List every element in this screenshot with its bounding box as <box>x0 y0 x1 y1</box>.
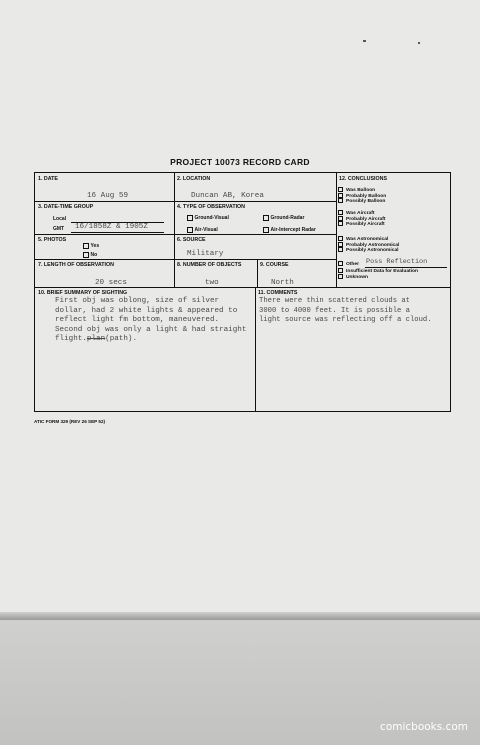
length-value: 20 secs <box>95 279 127 287</box>
comments-line: There were thin scattered clouds at <box>259 297 410 305</box>
photos-yes-option: Yes <box>83 243 99 249</box>
ground-visual-option: Ground-Visual <box>187 215 229 221</box>
conclusions-label: 12. CONCLUSIONS <box>339 176 387 182</box>
course-value: North <box>271 279 294 287</box>
checkbox-icon <box>338 274 343 279</box>
date-label: 1. DATE <box>38 176 58 182</box>
form-number: ATIC FORM 329 (REV 26 SEP 52) <box>34 419 106 424</box>
comments-line: 3000 to 4000 feet. It is possible a <box>259 306 410 315</box>
checkbox-icon <box>338 193 343 198</box>
conclusion-item: Probably Aircraft <box>338 216 386 222</box>
checkbox-icon <box>83 243 89 249</box>
comments-line: light source was reflecting off a cloud. <box>259 316 432 324</box>
speck <box>418 42 420 44</box>
conclusion-item: Possibly Aircraft <box>338 221 385 227</box>
location-value: Duncan AB, Korea <box>191 192 264 200</box>
source-label: 6. SOURCE <box>177 237 206 243</box>
checkbox-icon <box>187 227 193 233</box>
comments-label: 11. COMMENTS <box>258 290 298 296</box>
conclusion-insufficient: Insufficient Data for Evaluation <box>338 268 418 274</box>
summary-line: Second obj was only a light & had straight <box>55 325 247 334</box>
checkbox-icon <box>338 187 343 192</box>
summary-text <box>55 297 246 345</box>
conclusion-item: Possibly Balloon <box>338 198 385 204</box>
conclusion-item: Was Balloon <box>338 187 375 193</box>
checkbox-icon <box>187 215 193 221</box>
checkbox-icon <box>338 236 343 241</box>
record-card <box>34 172 451 412</box>
summary-line-last: flight.plan(path). <box>55 335 138 343</box>
checkbox-icon <box>338 216 343 221</box>
num-objects-label: 8. NUMBER OF OBJECTS <box>177 262 242 268</box>
checkbox-icon <box>338 198 343 203</box>
date-value: 16 Aug 59 <box>87 192 129 200</box>
air-intercept-option: Air-Intercept Radar <box>263 227 316 233</box>
summary-line: First obj was oblong, size of silver <box>55 297 220 305</box>
dtg-local-label: Local <box>53 216 67 222</box>
conclusion-other: Other <box>338 261 359 267</box>
summary-line: reflect light fm bottom, maneuvered. <box>55 316 220 324</box>
struck-word: plan <box>86 335 106 343</box>
speck <box>363 40 366 42</box>
dtg-gmt-value: 16/1858Z & 1905Z <box>75 223 148 231</box>
checkbox-icon <box>338 261 343 266</box>
conclusion-item: Was Astronomical <box>338 236 388 242</box>
checkbox-icon <box>338 268 343 273</box>
length-label: 7. LENGTH OF OBSERVATION <box>38 262 114 268</box>
photos-no-option: No <box>83 252 97 258</box>
air-visual-option: Air-Visual <box>187 227 218 233</box>
page-edge <box>0 612 480 620</box>
checkbox-icon <box>338 210 343 215</box>
comments-text <box>259 297 432 326</box>
type-obs-label: 4. TYPE OF OBSERVATION <box>177 204 245 210</box>
checkbox-icon <box>338 221 343 226</box>
checkbox-icon <box>83 252 89 258</box>
course-label: 9. COURSE <box>260 262 289 268</box>
checkbox-icon <box>263 215 269 221</box>
conclusion-other-value: Poss Reflection <box>366 258 428 266</box>
summary-line: dollar, had 2 white lights & appeared to <box>55 306 238 315</box>
checkbox-icon <box>263 227 269 233</box>
summary-label: 10. BRIEF SUMMARY OF SIGHTING <box>38 290 128 296</box>
conclusion-item: Was Aircraft <box>338 210 374 216</box>
watermark: comicbooks.com <box>380 721 468 733</box>
source-value: Military <box>187 250 224 258</box>
photos-label: 5. PHOTOS <box>38 237 67 243</box>
num-objects-value: two <box>205 279 219 287</box>
conclusion-item: Probably Balloon <box>338 193 386 199</box>
dtg-label: 3. DATE-TIME GROUP <box>38 204 94 210</box>
conclusion-unknown: Unknown <box>338 274 368 280</box>
conclusion-item: Possibly Astronomical <box>338 247 399 253</box>
location-label: 2. LOCATION <box>177 176 211 182</box>
conclusion-item: Probably Astronomical <box>338 242 399 248</box>
checkbox-icon <box>338 247 343 252</box>
card-title: PROJECT 10073 RECORD CARD <box>170 157 310 167</box>
dtg-gmt-label: GMT <box>53 226 65 232</box>
checkbox-icon <box>338 242 343 247</box>
ground-radar-option: Ground-Radar <box>263 215 304 221</box>
